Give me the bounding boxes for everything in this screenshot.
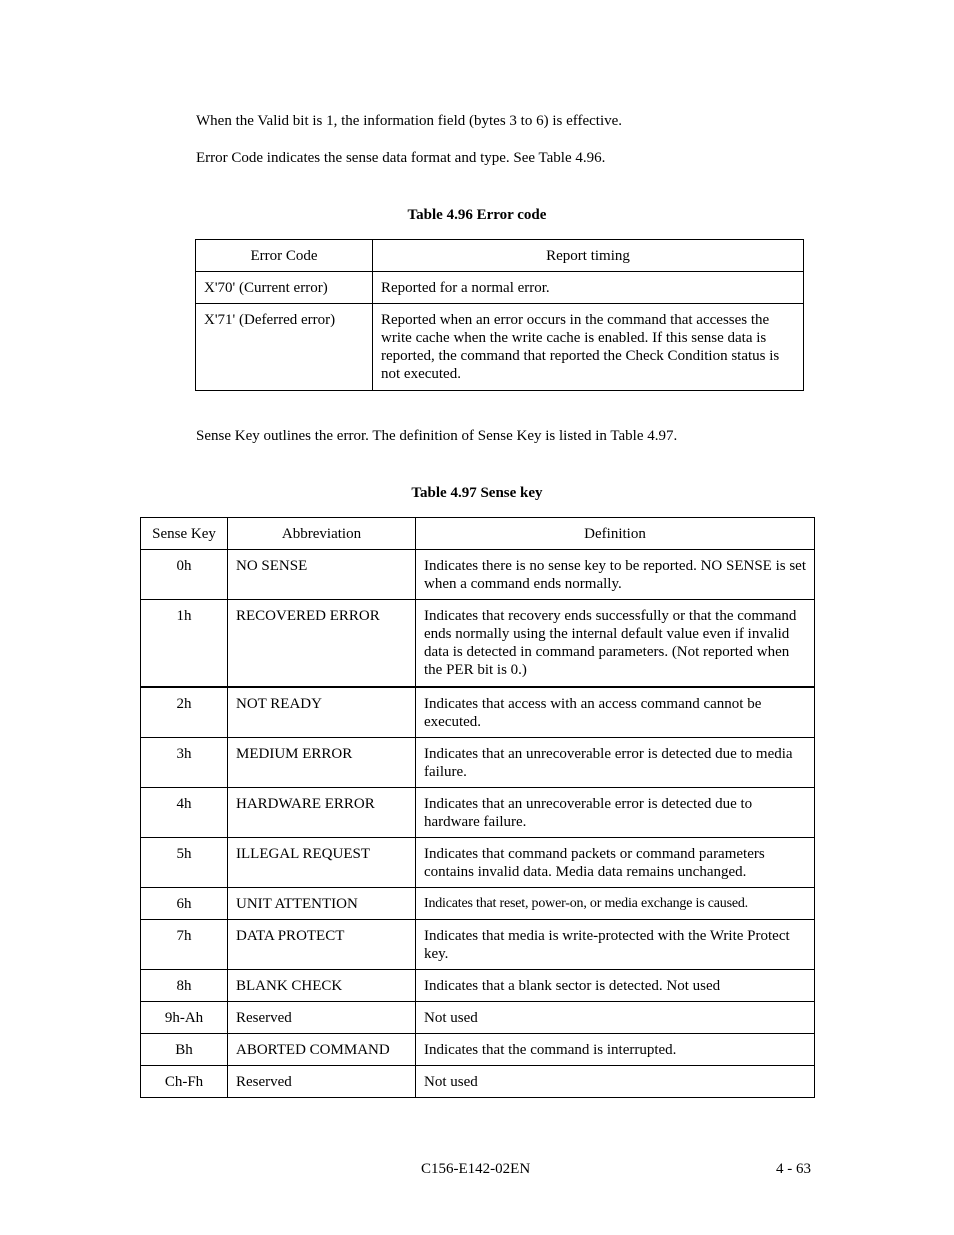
sense-key-cell: 6h [141,887,228,919]
paragraph-valid-bit: When the Valid bit is 1, the information field (bytes 3 to 6) is effective. [196,113,623,129]
table-row [141,837,815,887]
error-code-cell: X'70' (Current error) [196,272,373,304]
sense-key-cell: Ch-Fh [141,1065,228,1097]
definition-cell: Indicates that access with an access command cannot be executed. [416,687,815,738]
sense-key-cell: 2h [141,687,228,738]
definition-cell: Not used [416,1001,815,1033]
table-row [141,1001,815,1033]
definition-cell: Indicates that an unrecoverable error is detected due to media failure. [416,737,815,787]
table-row [141,550,815,600]
abbreviation-cell: MEDIUM ERROR [228,737,416,787]
sense-key-cell: 7h [141,919,228,969]
sense-key-cell: 9h-Ah [141,1001,228,1033]
table-row [141,787,815,837]
footer-page-number: 4 - 63 [776,1161,811,1177]
abbreviation-cell: HARDWARE ERROR [228,787,416,837]
abbreviation-cell: NO SENSE [228,550,416,600]
sense-key-cell: 3h [141,737,228,787]
header-error-code: Error Code [196,240,373,272]
definition-cell: Indicates that reset, power-on, or media exchange is caused. [416,887,815,919]
header-definition: Definition [416,518,815,550]
header-abbreviation: Abbreviation [228,518,416,550]
paragraph-error-code: Error Code indicates the sense data format and type. See Table 4.96. [196,150,606,166]
abbreviation-cell: BLANK CHECK [228,969,416,1001]
sense-key-cell: 5h [141,837,228,887]
sense-key-cell: Bh [141,1033,228,1065]
report-timing-cell: Reported when an error occurs in the command that accesses the write cache when the write cache is enabled. If this sense data is reported, the command that reported the Check Condition status is not executed. [373,304,804,391]
header-report-timing: Report timing [373,240,804,272]
table-row [141,600,815,687]
abbreviation-cell: UNIT ATTENTION [228,887,416,919]
definition-cell: Indicates that command packets or command parameters contains invalid data. Media data remains unchanged. [416,837,815,887]
sense-key-cell: 1h [141,600,228,687]
table-header-row [196,240,804,272]
report-timing-cell: Reported for a normal error. [373,272,804,304]
definition-cell: Indicates that an unrecoverable error is detected due to hardware failure. [416,787,815,837]
definition-cell: Indicates that media is write-protected with the Write Protect key. [416,919,815,969]
table-row [196,272,804,304]
footer-doc-id: C156-E142-02EN [421,1161,531,1177]
paragraph-sense-key: Sense Key outlines the error. The definition of Sense Key is listed in Table 4.97. [196,428,678,444]
abbreviation-cell: NOT READY [228,687,416,738]
table-row [141,1065,815,1097]
definition-cell: Indicates there is no sense key to be reported. NO SENSE is set when a command ends normally. [416,550,815,600]
table-row [141,737,815,787]
table-header-row [141,518,815,550]
error-code-cell: X'71' (Deferred error) [196,304,373,391]
table-row [141,687,815,738]
sense-key-table [140,517,815,1098]
table-row [141,919,815,969]
abbreviation-cell: ABORTED COMMAND [228,1033,416,1065]
abbreviation-cell: Reserved [228,1001,416,1033]
table-97-caption: Table 4.97 Sense key [411,485,543,501]
definition-cell: Indicates that the command is interrupted. [416,1033,815,1065]
abbreviation-cell: RECOVERED ERROR [228,600,416,687]
table-row [196,304,804,391]
definition-cell: Indicates that a blank sector is detected. Not used [416,969,815,1001]
table-96-caption: Table 4.96 Error code [407,207,547,223]
table-row [141,887,815,919]
abbreviation-cell: DATA PROTECT [228,919,416,969]
error-code-table [195,239,804,391]
abbreviation-cell: Reserved [228,1065,416,1097]
definition-cell: Not used [416,1065,815,1097]
table-row [141,969,815,1001]
abbreviation-cell: ILLEGAL REQUEST [228,837,416,887]
sense-key-cell: 8h [141,969,228,1001]
header-sense-key: Sense Key [141,518,228,550]
definition-cell: Indicates that recovery ends successfully or that the command ends normally using the internal default value even if invalid data is detected in command parameters. (Not reported when the PER bit is 0.) [416,600,815,687]
sense-key-cell: 4h [141,787,228,837]
sense-key-cell: 0h [141,550,228,600]
table-row [141,1033,815,1065]
